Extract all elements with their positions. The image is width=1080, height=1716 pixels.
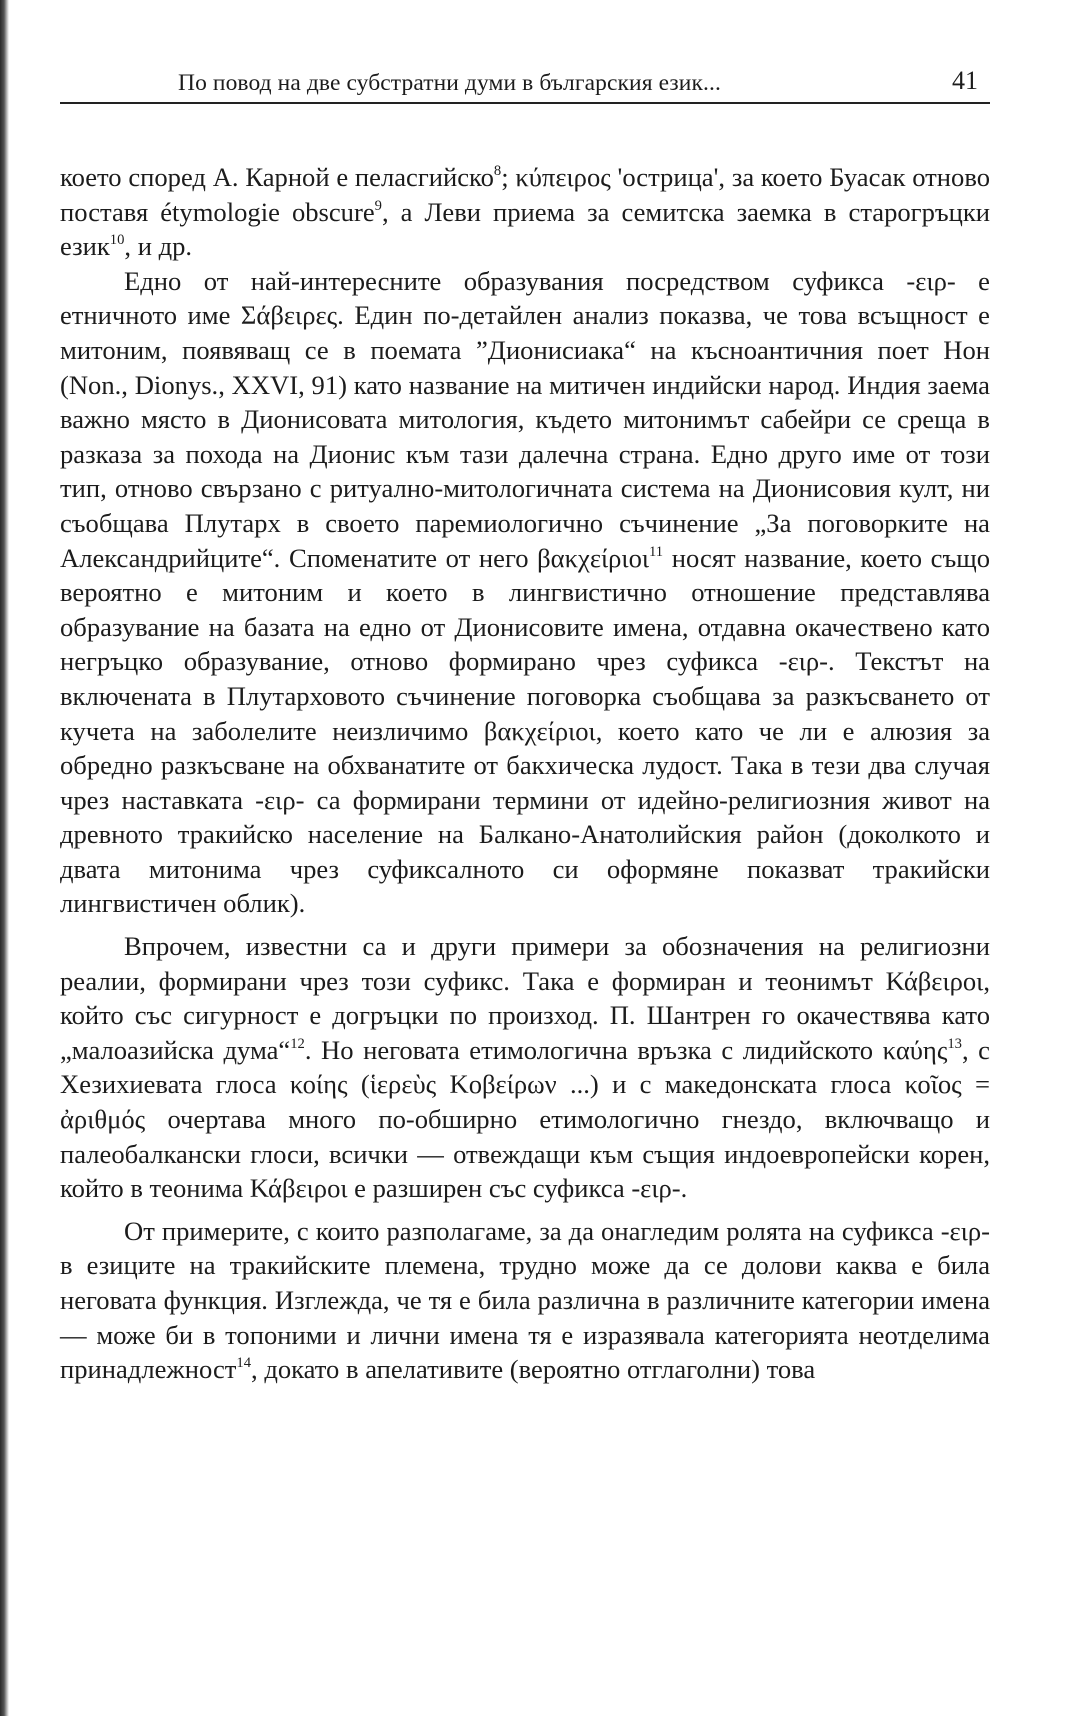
- footnote-ref-13: 13: [947, 1035, 962, 1052]
- footnote-ref-12: 12: [290, 1035, 305, 1052]
- text-run: , докато в апелативите (вероятно отглаголни) това: [251, 1354, 816, 1385]
- text-run: . Но неговата етимологична връзка с лидийското καύης: [304, 1034, 948, 1065]
- paragraph-4: [60, 1214, 990, 1387]
- text-run: , с Хезихиевата глоса κοίης (ἱερεὺς Κοβείρων ...) и с македонската глоса κοῖος = ἀριθμός очертава много по-обширно етимологично гнездо, включващо и палеобалкански глоси, всички — отвеждащи към същия индоевропейски корен, който в теонима Κάβειροι е разширен със суфикса -ειρ-.: [60, 1034, 990, 1204]
- paragraph-3: [60, 929, 990, 1206]
- text-run: От примерите, с които разполагаме, за да онагледим ролята на суфикса -ειρ- в езиците на тракийските племена, трудно може да се долови каква е била неговата функция. Изглежда, че тя е била различна в различните категории имена — може би в топоними и лични имена тя е изразявала категорията неотделима принадлежност: [60, 1215, 990, 1385]
- footnote-ref-11: 11: [649, 543, 664, 560]
- book-spine-shadow: [0, 0, 9, 1716]
- text-run: Впрочем, известни са и други примери за обозначения на религиозни реалии, формирани чрез този суфикс. Така е формиран и теонимът Κάβειροι, който със сигурност е догръцки по произход. П. Шантрен го окачествява като „малоазийска дума“: [60, 931, 990, 1065]
- body-text: [60, 160, 990, 1387]
- text-run: носят название, което също вероятно е митоним и което в лингвистично отношение представлява образувание на базата на едно от Дионисовите имена, отдавна окачествено като негръцко образувание, отново формирано чрез суфикса -ειρ-. Текстът на включената в Плутарховото съчинение поговорка съобщава за разкъсването от кучета на заболелите неизличимо βακχείριοι, което като че ли е алюзия за обредно разкъсване на обхванатите от бакхическа лудост. Така в тези два случая чрез наставката -ειρ- са формирани термини от идейно-религиозния живот на древното тракийско население на Балкано-Анатолийския район (доколкото и двата митонима чрез суфиксалното си оформяне показват тракийски лингвистичен облик).: [60, 542, 990, 919]
- paragraph-2: [60, 264, 990, 921]
- footnote-ref-9: 9: [374, 197, 382, 214]
- paragraph-1: [60, 160, 990, 264]
- text-run: което според А. Карной е пеласгийско: [60, 162, 494, 192]
- text-run: Едно от най-интересните образувания посредством суфикса -ειρ- е етничното име Σάβειρες. Един по-детайлен анализ показва, че това всъщност е митоним, появяващ се в поемата ”Дионисиака“ на късноантичния поет Нон (Non., Dionys., XXVI, 91) като название на митичен индийски народ. Индия заема важно място в Дионисовата митология, където митонимът сабейри се среща в разказа за похода на Дионис към тази далечна страна. Едно друго име от този тип, отново свързано с ритуално-митологичната система на Дионисовия култ, ни съобщава Плутарх в своето паремиологично съчинение „За поговорките на Александрийците“. Споменатите от него βακχείριοι: [60, 265, 990, 573]
- footnote-ref-14: 14: [236, 1355, 252, 1372]
- text-run: ; κύπειρος 'острица', за което Буасак отново поставя étymologie obscure: [60, 162, 990, 227]
- text-run: , а Леви приема за семитска заемка в старогръцки език: [60, 196, 990, 262]
- footnote-ref-10: 10: [109, 232, 125, 249]
- book-page: [60, 0, 990, 1716]
- footnote-ref-8: 8: [493, 163, 502, 180]
- text-run: , и др.: [124, 231, 193, 262]
- page-number: 41: [952, 66, 978, 95]
- running-header-title: По повод на две субстратни думи в българския език...: [178, 70, 721, 96]
- running-header: [60, 64, 990, 104]
